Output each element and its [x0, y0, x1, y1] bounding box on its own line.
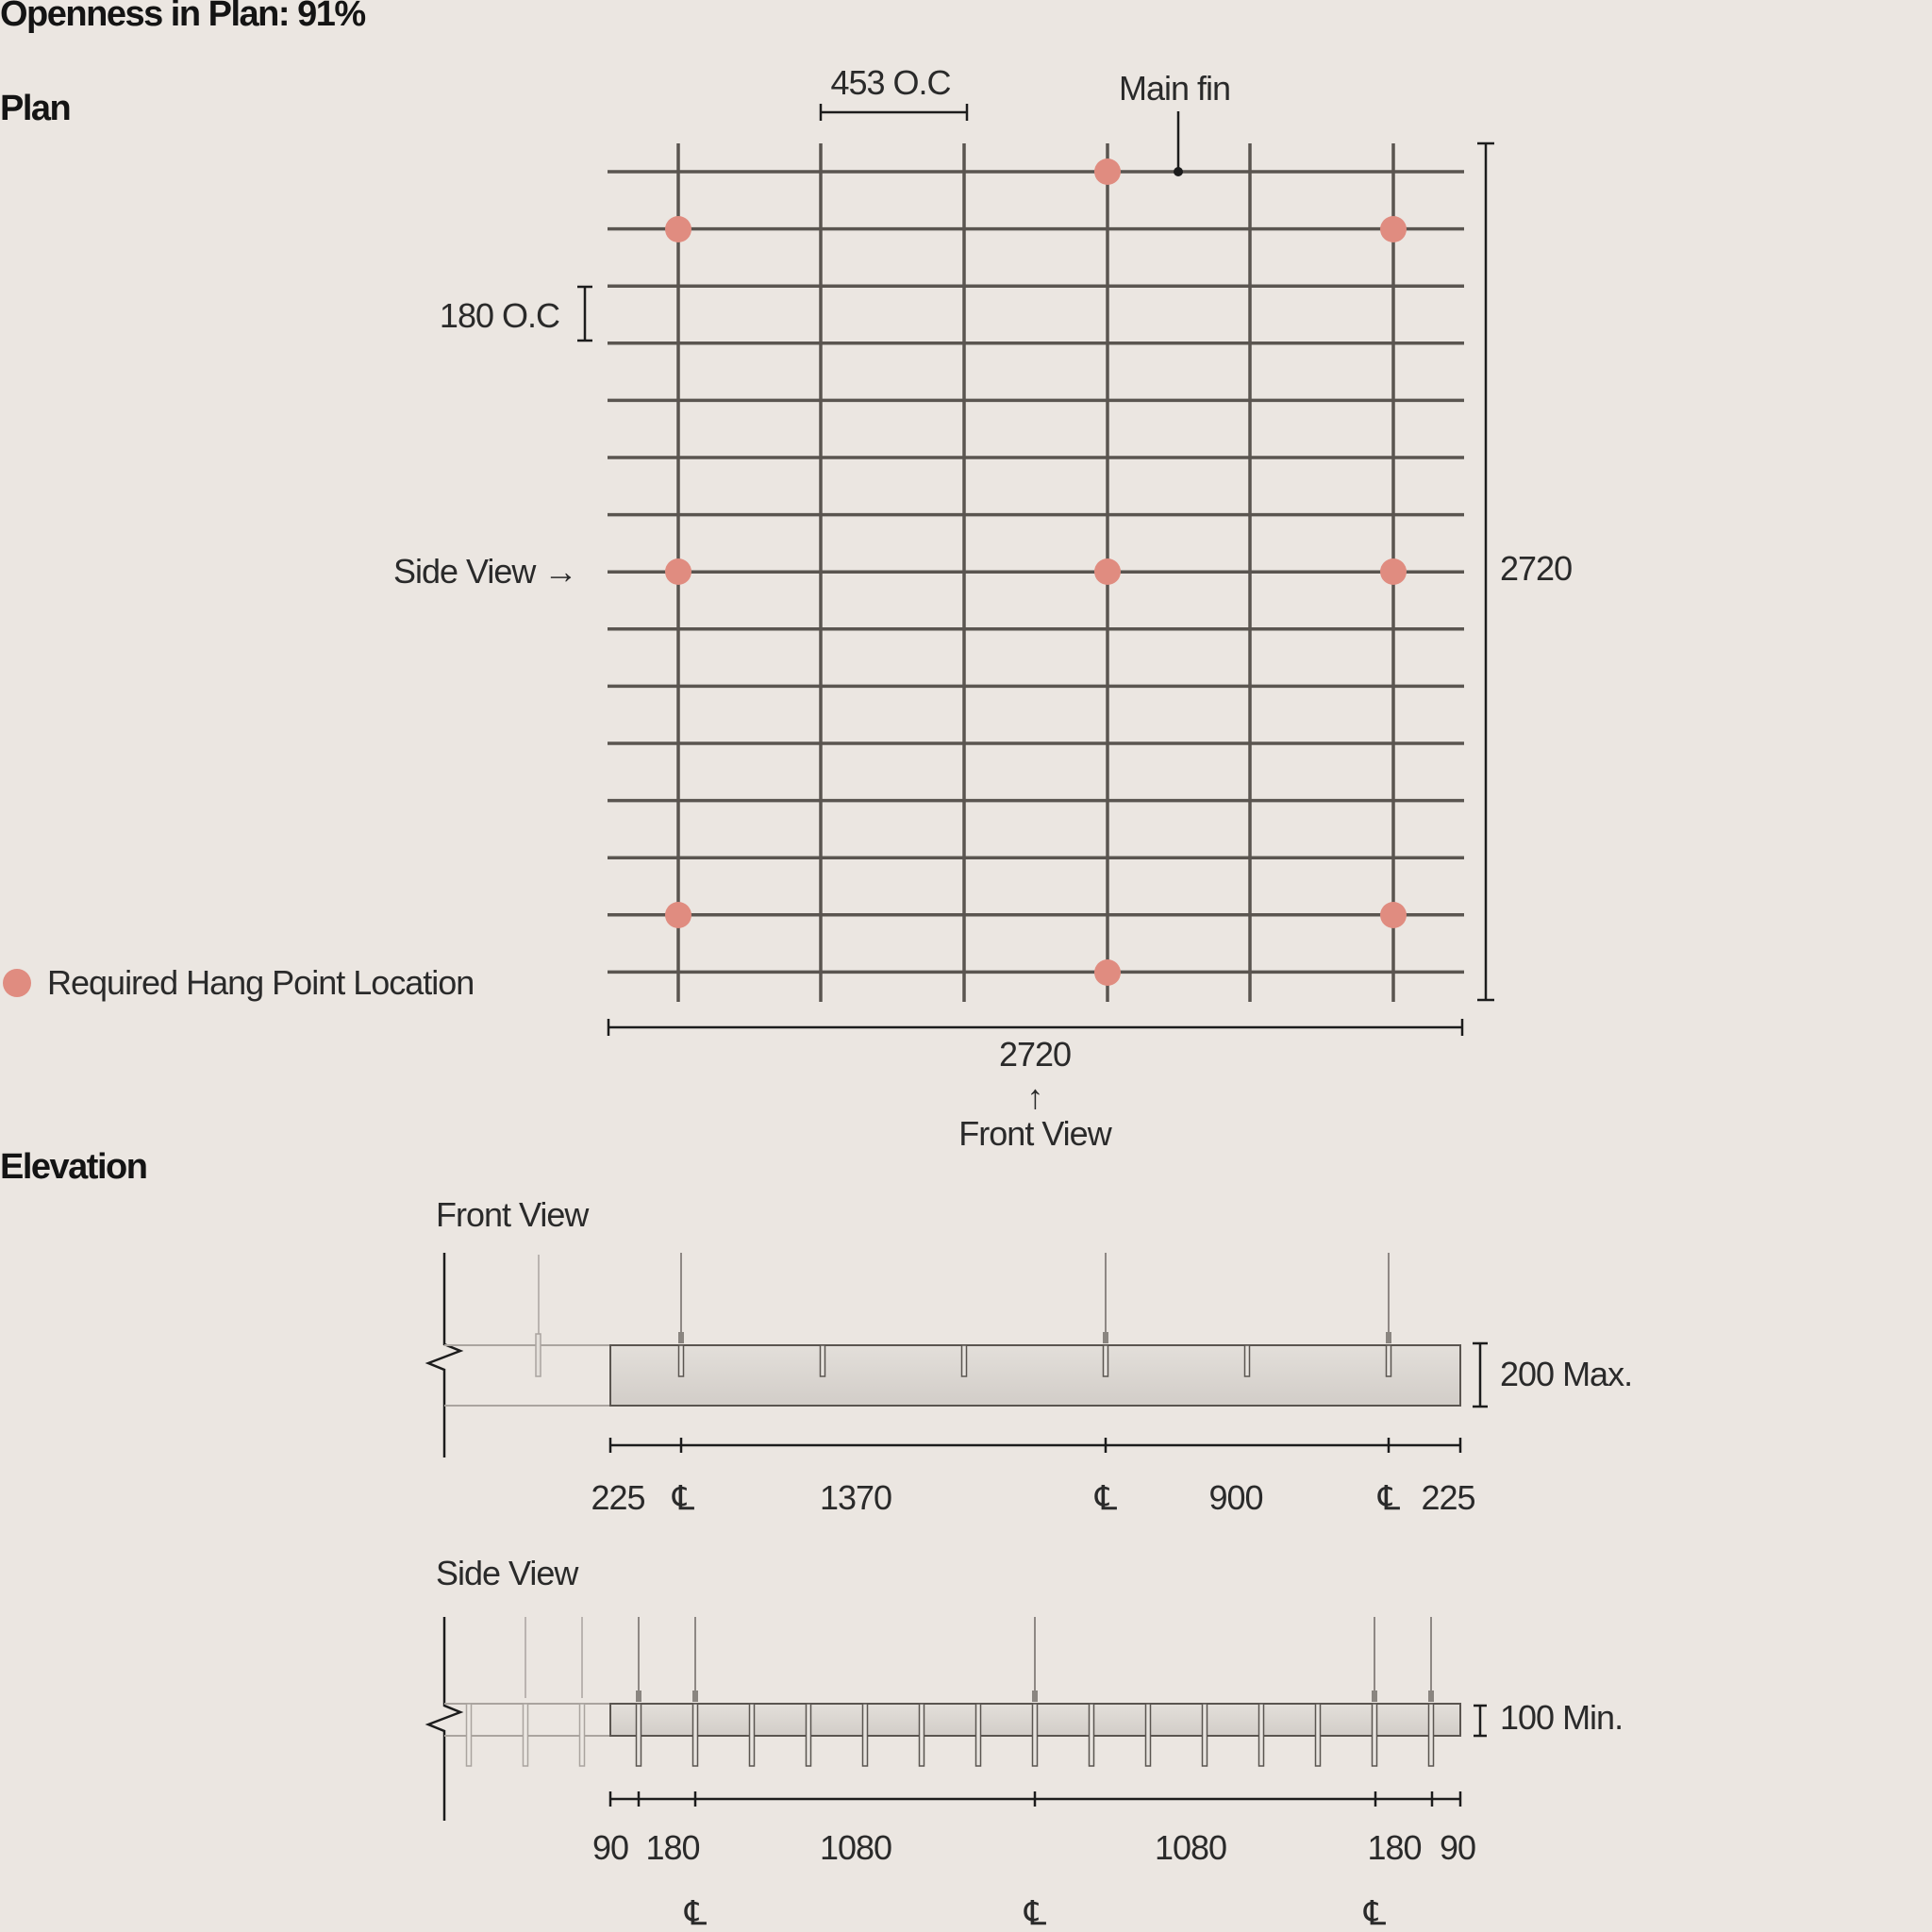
side-fin: [750, 1704, 755, 1766]
side-fin: [1203, 1704, 1208, 1766]
side-fin: [976, 1704, 981, 1766]
hang-point: [1094, 959, 1121, 986]
front-view-marker: Front View: [958, 1114, 1111, 1153]
side-fin: [1429, 1704, 1434, 1766]
side-dim-6: 90: [1439, 1828, 1476, 1867]
plan-width-label: 2720: [998, 1035, 1072, 1074]
main-fin-label: Main fin: [1118, 69, 1231, 108]
front-centerline-1: ℄: [672, 1478, 694, 1517]
hanger-clip: [636, 1690, 641, 1702]
hanger-clip: [1372, 1690, 1377, 1702]
front-dim-3: 900: [1208, 1478, 1263, 1517]
front-fin: [962, 1345, 967, 1376]
front-height-label: 200 Max.: [1500, 1355, 1633, 1393]
front-dim-2: 1370: [819, 1478, 892, 1517]
page-title: Openness in Plan: 91%: [0, 0, 365, 34]
hanger-clip: [678, 1332, 684, 1343]
hang-point: [1094, 558, 1121, 585]
side-fin: [1146, 1704, 1151, 1766]
side-dim-4: 1080: [1154, 1828, 1227, 1867]
side-fin: [1373, 1704, 1377, 1766]
hang-point: [665, 558, 691, 585]
side-centerline-2: ℄: [1024, 1893, 1046, 1932]
hanger-clip: [1032, 1690, 1038, 1702]
side-fin: [1316, 1704, 1321, 1766]
cross-spacing-dimension: [440, 287, 592, 341]
main-fin-callout: [1119, 69, 1230, 176]
side-fin: [637, 1704, 641, 1766]
elevation-section-title: Elevation: [0, 1147, 147, 1187]
front-centerline-3: ℄: [1377, 1478, 1400, 1517]
legend: [3, 963, 474, 1002]
side-elevation-title: Side View: [436, 1554, 578, 1592]
front-view-arrow: ↑: [1026, 1077, 1043, 1116]
side-dim-2: 180: [645, 1828, 700, 1867]
side-fin: [1259, 1704, 1264, 1766]
hang-point: [1094, 158, 1121, 185]
front-dim-4: 225: [1421, 1478, 1475, 1517]
side-fin: [1033, 1704, 1038, 1766]
hanger-clip: [1103, 1332, 1108, 1343]
plan-height-dimension: [1477, 143, 1572, 1000]
front-fin: [821, 1345, 825, 1376]
side-centerline-1: ℄: [684, 1893, 707, 1932]
main-spacing-dimension: [821, 63, 967, 121]
legend-label: Required Hang Point Location: [47, 963, 475, 1002]
side-height-label: 100 Min.: [1500, 1698, 1624, 1737]
hang-point: [1380, 558, 1407, 585]
side-fin: [1090, 1704, 1094, 1766]
hang-point: [1380, 216, 1407, 242]
front-fin: [1245, 1345, 1250, 1376]
ghost-fin: [524, 1704, 528, 1766]
ghost-fin: [467, 1704, 472, 1766]
side-dim-1: 90: [591, 1828, 629, 1867]
hanger-clip: [1386, 1332, 1391, 1343]
plan-section-title: Plan: [0, 89, 71, 128]
cross-spacing-label: 180 O.C: [439, 296, 559, 335]
front-fin: [679, 1345, 684, 1376]
plan-height-label: 2720: [1500, 549, 1573, 588]
side-fin: [920, 1704, 924, 1766]
hang-point: [1380, 902, 1407, 928]
side-fin: [807, 1704, 811, 1766]
front-centerline-2: ℄: [1094, 1478, 1117, 1517]
side-fins: [636, 1617, 1434, 1766]
side-ghost-fins: [467, 1617, 585, 1766]
front-dim-1: 225: [591, 1478, 645, 1517]
side-dim-3: 1080: [819, 1828, 892, 1867]
front-fin: [1387, 1345, 1391, 1376]
side-fin: [863, 1704, 868, 1766]
hang-point: [665, 216, 691, 242]
plan-width-dimension: [608, 1019, 1462, 1074]
hanger-clip: [692, 1690, 698, 1702]
hang-point: [665, 902, 691, 928]
hang-point-legend-icon: [3, 969, 31, 997]
plan-grid: [608, 143, 1464, 1002]
front-elevation: [428, 1253, 1632, 1517]
front-fin: [1104, 1345, 1108, 1376]
side-elevation: [428, 1617, 1623, 1932]
ghost-fin: [580, 1704, 585, 1766]
hanger-clip: [1428, 1690, 1434, 1702]
side-centerline-3: ℄: [1363, 1893, 1386, 1932]
side-dim-5: 180: [1367, 1828, 1422, 1867]
main-spacing-label: 453 O.C: [830, 63, 951, 102]
front-elevation-title: Front View: [436, 1195, 589, 1234]
side-fin: [693, 1704, 698, 1766]
side-view-marker: Side View →: [393, 552, 577, 591]
